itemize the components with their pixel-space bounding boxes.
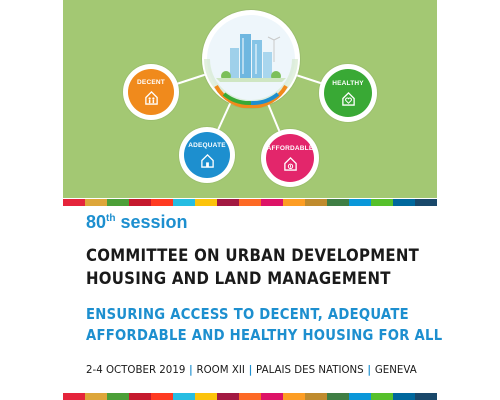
separator: | (189, 363, 193, 376)
event-dates: 2-4 OCTOBER 2019 (86, 363, 186, 376)
city-globe (202, 10, 300, 108)
node-adequate-disc (184, 132, 230, 178)
session-number: 80 (86, 212, 107, 232)
stripe-segment (173, 393, 195, 400)
node-affordable-label: AFFORDABLE (266, 145, 314, 152)
stripe-segment (195, 393, 217, 400)
node-affordable-disc (266, 134, 314, 182)
stripe-segment (195, 199, 217, 206)
separator: | (367, 363, 372, 376)
stripe-segment (393, 199, 415, 206)
sdg-color-stripe-top (63, 199, 437, 206)
node-affordable (261, 129, 319, 187)
stripe-segment (371, 199, 393, 206)
event-city: GENEVA (374, 363, 417, 376)
node-decent-disc (128, 69, 174, 115)
stripe-segment (217, 199, 239, 206)
theme-line1: ENSURING ACCESS TO DECENT, ADEQUATE (86, 305, 409, 323)
stripe-segment (151, 199, 173, 206)
stripe-segment (239, 393, 261, 400)
stripe-segment (305, 393, 327, 400)
stripe-segment (415, 199, 437, 206)
node-healthy-disc (324, 69, 372, 117)
node-decent-label: DECENT (137, 79, 165, 86)
event-room: ROOM XII (196, 363, 245, 376)
stripe-segment (129, 199, 151, 206)
house-icon (200, 153, 215, 168)
node-healthy (319, 64, 377, 122)
house-coin-icon (283, 156, 298, 171)
stripe-segment (63, 199, 85, 206)
stripe-segment (415, 393, 437, 400)
stripe-segment (217, 393, 239, 400)
stripe-segment (107, 393, 129, 400)
stripe-segment (261, 199, 283, 206)
stripe-segment (239, 199, 261, 206)
event-venue: PALAIS DES NATIONS (256, 363, 364, 376)
node-adequate (179, 127, 235, 183)
house-family-icon (144, 90, 159, 105)
stripe-segment (327, 393, 349, 400)
stripe-segment (349, 393, 371, 400)
separator: | (248, 363, 253, 376)
stripe-segment (63, 393, 85, 400)
stripe-segment (283, 393, 305, 400)
stripe-segment (327, 199, 349, 206)
session-heading (86, 212, 437, 233)
stripe-segment (173, 199, 195, 206)
stripe-segment (107, 199, 129, 206)
committee-title-line1: COMMITTEE ON URBAN DEVELOPMENT (86, 246, 420, 266)
node-decent (123, 64, 179, 120)
node-healthy-label: HEALTHY (332, 80, 364, 87)
stripe-segment (393, 393, 415, 400)
stripe-segment (371, 393, 393, 400)
committee-title-line2: HOUSING AND LAND MANAGEMENT (86, 269, 391, 289)
stripe-segment (261, 393, 283, 400)
session-word: session (120, 212, 188, 232)
city-illustration-icon (202, 10, 300, 108)
stripe-segment (349, 199, 371, 206)
stripe-segment (129, 393, 151, 400)
stripe-segment (305, 199, 327, 206)
stripe-segment (283, 199, 305, 206)
stripe-segment (151, 393, 173, 400)
sdg-color-stripe-bottom (63, 393, 437, 400)
house-heart-icon (341, 91, 356, 106)
node-adequate-label: ADEQUATE (188, 142, 226, 149)
event-details (86, 363, 417, 376)
stripe-segment (85, 393, 107, 400)
stripe-segment (85, 199, 107, 206)
session-suffix: th (106, 213, 116, 224)
theme-line2: AFFORDABLE AND HEALTHY HOUSING FOR ALL (86, 326, 443, 344)
